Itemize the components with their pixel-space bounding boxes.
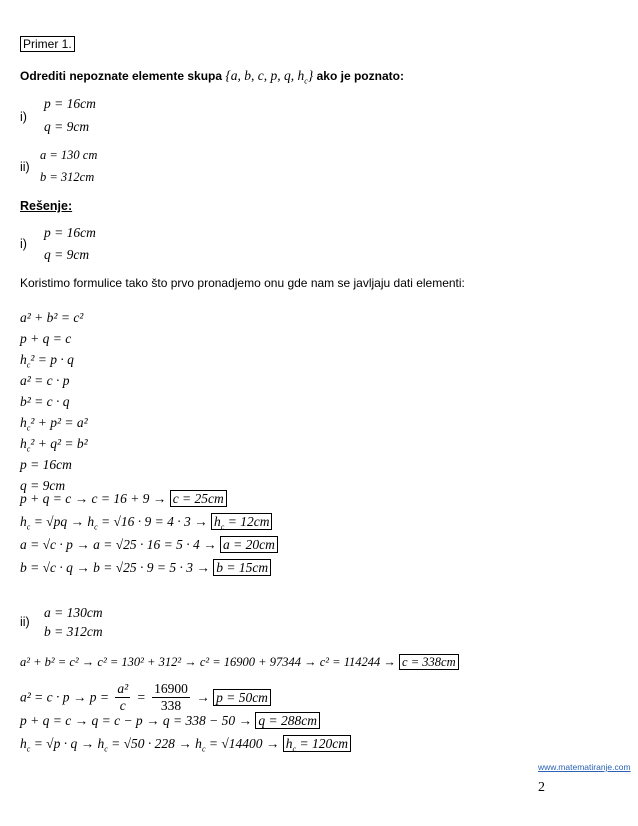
step-c: p + q = c → c = 16 + 9 → c = 25cm xyxy=(20,491,227,507)
fraction-16900-over-338: $\frac{16900}{338}$ xyxy=(154,681,188,713)
solution-title: Rešenje: xyxy=(20,199,73,213)
result-a: a = 20cm xyxy=(220,536,278,553)
step-b: b = √c · q → b = √25 · 9 = 5 · 3 → b = 15cm xyxy=(20,560,271,576)
formula-hc-q: $h_c^2 + q^2 = b^2$ xyxy=(20,436,88,454)
given-i-label: i) xyxy=(20,110,27,124)
result-hc-ii: $h_c = 120cm$ xyxy=(283,735,351,752)
part2-a: a = 130cm xyxy=(44,605,103,620)
given-ii-a: a = 130 cm xyxy=(40,148,98,162)
given-ii-label: ii) xyxy=(20,160,30,174)
step-c-ii: a² + b² = c² → c² = 130² + 312² → c² = 16900 + 97344 → c² = 114244 → c = 338cm xyxy=(20,655,459,670)
result-c: c = 25cm xyxy=(170,490,227,507)
task-text: Odrediti nepoznate elemente skupa xyxy=(20,69,223,83)
solution-intro: Koristimo formulice tako što prvo pronadjemo onu gde nam se javljaju dati elementi: xyxy=(20,276,465,290)
step-hc: $h_c = √pq \to h_c = √16 \cdot 9 = 4 \cdot 3 \to h_c = 12cm$ xyxy=(20,514,272,532)
step-a: a = √c · p → a = √25 · 16 = 5 · 4 → a = 20cm xyxy=(20,537,278,553)
result-b: b = 15cm xyxy=(213,559,271,576)
solution-i-p: p = 16cm xyxy=(44,225,96,240)
given-i-p: p = 16cm xyxy=(44,96,96,111)
solution-i-q: q = 9cm xyxy=(44,247,90,262)
task-tail: ako je poznato: xyxy=(316,69,404,83)
given-ii-b: b = 312cm xyxy=(40,170,95,184)
result-q-ii: q = 288cm xyxy=(255,712,320,729)
formula-height: $h_c^2 = p \cdot q$ xyxy=(20,352,74,370)
formula-a-squared: a² = c · p xyxy=(20,373,70,388)
formula-b-squared: b² = c · q xyxy=(20,394,70,409)
formula-hc-p: $h_c^2 + p^2 = a^2$ xyxy=(20,415,88,433)
step-p-ii: a² = c · p → p = $\frac{\text{a²}}{c}$ = $\frac{16900}{338}$ → p = 50cm xyxy=(20,681,271,714)
result-hc: $h_c = 12cm$ xyxy=(211,513,272,530)
formula-sum: p + q = c xyxy=(20,331,72,346)
step-hc-ii: $h_c = √p \cdot q \to h_c = √50 \cdot 228 \to h_c = √14400 \to h_c = 120cm$ xyxy=(20,736,351,754)
given-p: p = 16cm xyxy=(20,457,72,472)
solution-i-label: i) xyxy=(20,237,27,251)
formula-pythagoras: a² + b² = c² xyxy=(20,310,84,325)
given-q: q = 9cm xyxy=(20,478,66,493)
part2-b: b = 312cm xyxy=(44,624,103,639)
result-p-ii: p = 50cm xyxy=(213,689,271,706)
page-number: 2 xyxy=(538,780,545,795)
task-statement xyxy=(20,68,404,86)
part2-label: ii) xyxy=(20,615,30,629)
task-set: {a, b, c, p, q, $h_c$} xyxy=(225,68,314,86)
fraction-a2-over-c: $\frac{\text{a²}}{c}$ xyxy=(117,681,129,713)
given-i-q: q = 9cm xyxy=(44,119,90,134)
result-c-ii: c = 338cm xyxy=(399,654,459,670)
footer-website-link[interactable]: www.matematiranje.com xyxy=(538,762,631,772)
example-label: Primer 1. xyxy=(20,36,75,52)
step-q-ii: p + q = c → q = c − p → q = 338 − 50 → q = 288cm xyxy=(20,713,320,729)
